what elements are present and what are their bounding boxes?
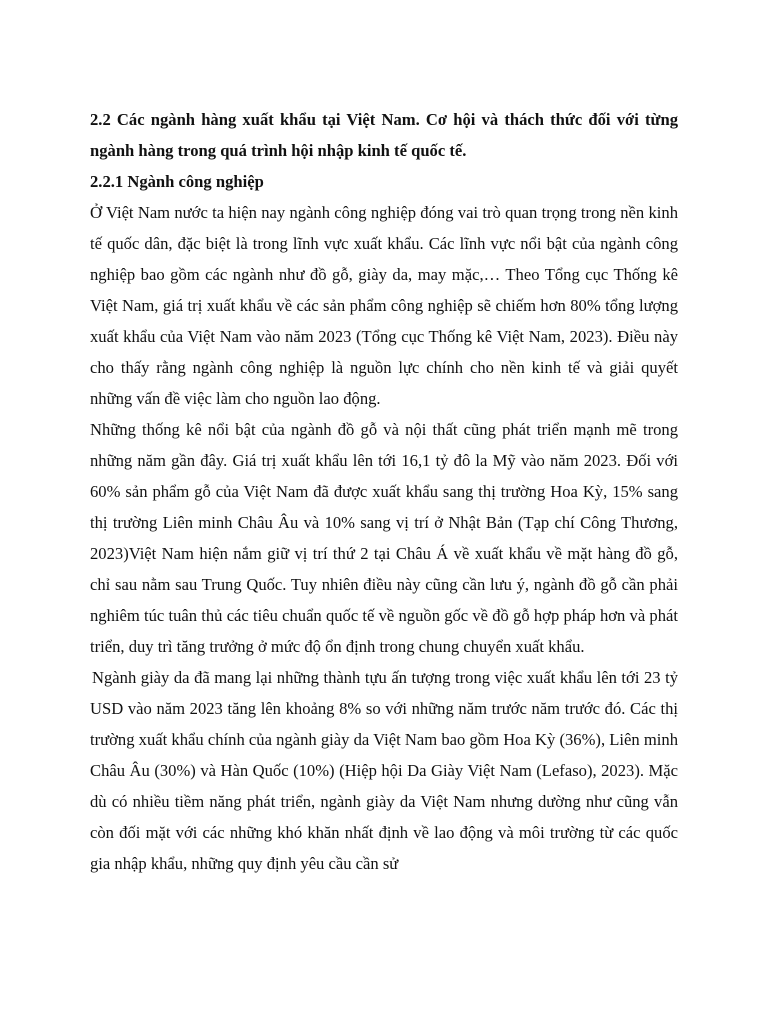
paragraph-wood-furniture: Những thống kê nổi bật của ngành đồ gỗ và nội thất cũng phát triển mạnh mẽ trong những năm gần đây. Giá trị xuất khẩu lên tới 16,1 tỷ đô la Mỹ vào năm 2023. Đối với 60% sản phẩm gỗ của Việt Nam đã được xuất khẩu sang thị trường Hoa Kỳ, 15% sang thị trường Liên minh Châu Âu và 10% sang vị trí ở Nhật Bản (Tạp chí Công Thương, 2023)Việt Nam hiện nắm giữ vị trí thứ 2 tại Châu Á về xuất khẩu về mặt hàng đồ gỗ, chỉ sau nằm sau Trung Quốc. Tuy nhiên điều này cũng cần lưu ý, ngành đồ gỗ cần phải nghiêm túc tuân thủ các tiêu chuẩn quốc tế về nguồn gốc về đồ gỗ hợp pháp hơn và phát triển, duy trì tăng trưởng ở mức độ ổn định trong chung chuyển xuất khẩu.: [90, 420, 678, 656]
paragraph-industry-overview: Ở Việt Nam nước ta hiện nay ngành công nghiệp đóng vai trò quan trọng trong nền kinh tế quốc dân, đặc biệt là trong lĩnh vực xuất khẩu. Các lĩnh vực nổi bật của ngành công nghiệp bao gồm các ngành như đồ gỗ, giày da, may mặc,… Theo Tổng cục Thống kê Việt Nam, giá trị xuất khẩu về các sản phẩm công nghiệp sẽ chiếm hơn 80% tổng lượng xuất khẩu của Việt Nam vào năm 2023 (Tổng cục Thống kê Việt Nam, 2023). Điều này cho thấy rằng ngành công nghiệp là nguồn lực chính cho nền kinh tế và giải quyết những vấn đề việc làm cho nguồn lao động.: [90, 203, 678, 408]
section-heading: 2.2 Các ngành hàng xuất khẩu tại Việt Nam. Cơ hội và thách thức đối với từng ngành hàng trong quá trình hội nhập kinh tế quốc tế.: [90, 110, 678, 160]
document-page: [90, 104, 678, 879]
paragraph-footwear-leather: Ngành giày da đã mang lại những thành tựu ấn tượng trong việc xuất khẩu lên tới 23 tỷ USD vào năm 2023 tăng lên khoảng 8% so với những năm trước năm trước đó. Các thị trường xuất khẩu chính của ngành giày da Việt Nam bao gồm Hoa Kỳ (36%), Liên minh Châu Âu (30%) và Hàn Quốc (10%) (Hiệp hội Da Giày Việt Nam (Lefaso), 2023). Mặc dù có nhiều tiềm năng phát triển, ngành giày da Việt Nam nhưng dường như cũng vẫn còn đối mặt với các những khó khăn nhất định về lao động và môi trường từ các quốc gia nhập khẩu, những quy định yêu cầu cần sử: [90, 668, 678, 873]
subsection-heading: 2.2.1 Ngành công nghiệp: [90, 172, 264, 191]
